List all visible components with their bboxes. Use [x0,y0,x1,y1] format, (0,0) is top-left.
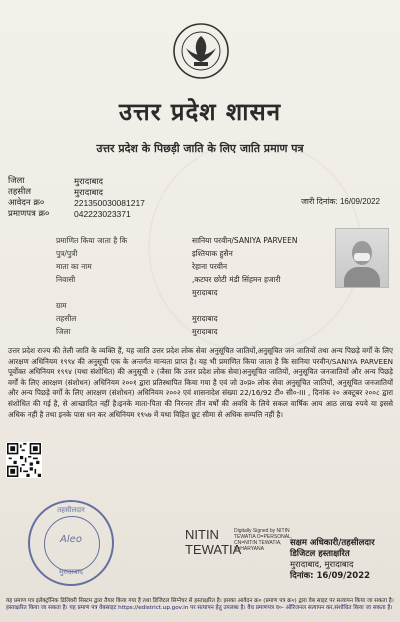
detail-value: सानिया परवीन/SANIYA PARVEEN [192,236,298,245]
meta-label: प्रमाणपत्र क्र० [8,209,50,219]
detail-row [56,273,297,286]
detail-value: ,कटघर छोटी मंडी सिंहमन हजारी [192,275,281,284]
stamp-bottom-text: मुरादाबाद [59,568,83,576]
detail-label: प्रमाणित किया जाता है कि [56,236,128,245]
detail-label: ग्राम [56,301,67,310]
detail-row [56,325,297,338]
meta-row-district [8,176,145,187]
meta-row-certificate-no [8,209,145,220]
tehsildar-stamp [28,500,114,586]
meta-value: 221350030081217 [74,198,145,208]
detail-label: तहसील [56,314,77,323]
detail-value: रेहाना परवीन [192,262,228,271]
photo-mask [354,253,370,261]
meta-label: आवेदन क्र० [8,198,45,208]
detail-row [56,312,297,325]
detail-label: निवासी [56,275,76,284]
detail-row [56,286,297,299]
issue-date: जारी दिनांक: 16/09/2022 [300,197,380,206]
meta-label: तहसील [8,187,32,197]
footer-line-2: हस्ताक्षरित किया जा सकता है। यह प्रमाण पत्र वेबसाइट https://edistrict.up.gov.in पर सत्यापन हेतु उपलब्ध है। वैध प्रमाणपत्र व०- ओरिजनल सत्यापन कर,संशोधित किया जा सकता है। [6,605,393,611]
detail-value: मुरादाबाद [192,314,218,323]
certificate-body-text: उत्तर प्रदेश राज्य की तेली जाति के व्यक्ति हैं, यह जाति उत्तर प्रदेश लोक सेवा अनुसूचित जातियों,अनुसूचित जन जातियों तथा अन्य पिछड़े वर्गों के लिए आरक्षण अधिनियम १९९४ की अनुसूची एक के अन्तर्गत मान्यता प्राप्त है। यह भी प्रमाणित किया जाता है कि सानिया परवीन/SANIYA PARVEEN पूर्वोक्त अधिनियम १९९४ (यथा संशोधित) की अनुसूची २ (जैसा कि उत्तर प्रदेश लोक सेवा)अनुसूचित जातियों, अनुसूचित जनजातियों और अन्य पिछड़े वर्गों के लिए आरक्षण (संशोधन) अधिनियम २००१ द्वारा प्रतिस्थापित किया गया है एवं जो उ०प्र० लोक सेवा अनुसूचित जातियों, अनुसूचित जनजातियों और अन्य पिछड़े वर्गों के लिए आरक्षण (संशोधन) अधिनियम २००२ एवं शासनादेश संख्या 22/16/92 टी० सी०-III , दिनांक २० अक्टूबर २००८ द्वारा संशोधित की गई है, से आच्छादित नहीं है।इनके माता-पिता की निरन्तर तीन वर्षों की अवधि के लिये सकल वार्षिक आय आठ लाख रुपये या इससे अधिक नहीं है तथा इनके पास धन कर अधिनियम १९५७ में यथा विहित छूट सीमा से अधिक सम्पत्ति नहीं है। [8,346,393,419]
detail-value: इश्तियाक हुसैन [192,249,233,258]
officer-place: मुरादाबाद, मुरादाबाद [290,560,354,570]
detail-label: माता का नाम [56,262,92,271]
meta-label: जिला [8,176,25,186]
applicant-photo [335,228,389,288]
footer-note [6,598,394,612]
officer-designation: सक्षम अधिकारी/तहसीलदार [290,538,375,548]
up-govt-emblem-icon [172,22,230,80]
officer-signature-line: डिजिटल हस्ताक्षरित [290,549,350,559]
meta-value: मुरादाबाद [74,187,104,197]
digital-signature-name: NITIN TEWATIA [185,527,242,557]
stamp-top-text: तहसीलदार [57,506,85,514]
meta-row-application-no [8,198,145,209]
officer-date: दिनांक: 16/09/2022 [290,571,371,581]
detail-value: मुरादाबाद [192,327,218,336]
detail-row [56,247,297,260]
digital-signature-note: Digitally Signed by NITIN TEWATIA O=PERSONAL, CN=NITIN TEWATIA, S=HARYANA [234,528,293,552]
detail-row [56,299,297,312]
meta-value: 042223023371 [74,209,131,219]
document-subtitle: उत्तर प्रदेश के पिछड़ी जाति के लिए जाति प्रमाण पत्र [96,142,304,155]
qr-code-icon [6,442,42,478]
photo-body [344,267,380,287]
detail-label: पुत्र/पुत्री [56,249,78,258]
details-block [56,234,297,338]
footer-line-1: यह प्रमाण पत्र इलेक्ट्रॉनिक डिलिवरी सिस्टम द्वारा तैयार किया गया है तथा डिजिटल सिग्नेचर से हस्ताक्षरित है। इसका आवेदन क्र० (प्रमाण पत्र क्र०) द्वारा वेब साइट पर सत्यापन किया जा सकता है। [6,598,394,604]
detail-label [56,286,192,299]
detail-row [56,234,297,247]
issuing-officer-block [290,538,375,582]
document-title: उत्तर प्रदेश शासन [118,97,282,126]
stamp-signature-text: Aleo [60,534,82,545]
meta-value: मुरादाबाद [74,176,104,186]
detail-row [56,260,297,273]
meta-row-tehsil [8,187,145,198]
meta-block [8,176,145,220]
detail-label: जिला [56,327,71,336]
detail-value: मुरादाबाद [192,288,218,297]
